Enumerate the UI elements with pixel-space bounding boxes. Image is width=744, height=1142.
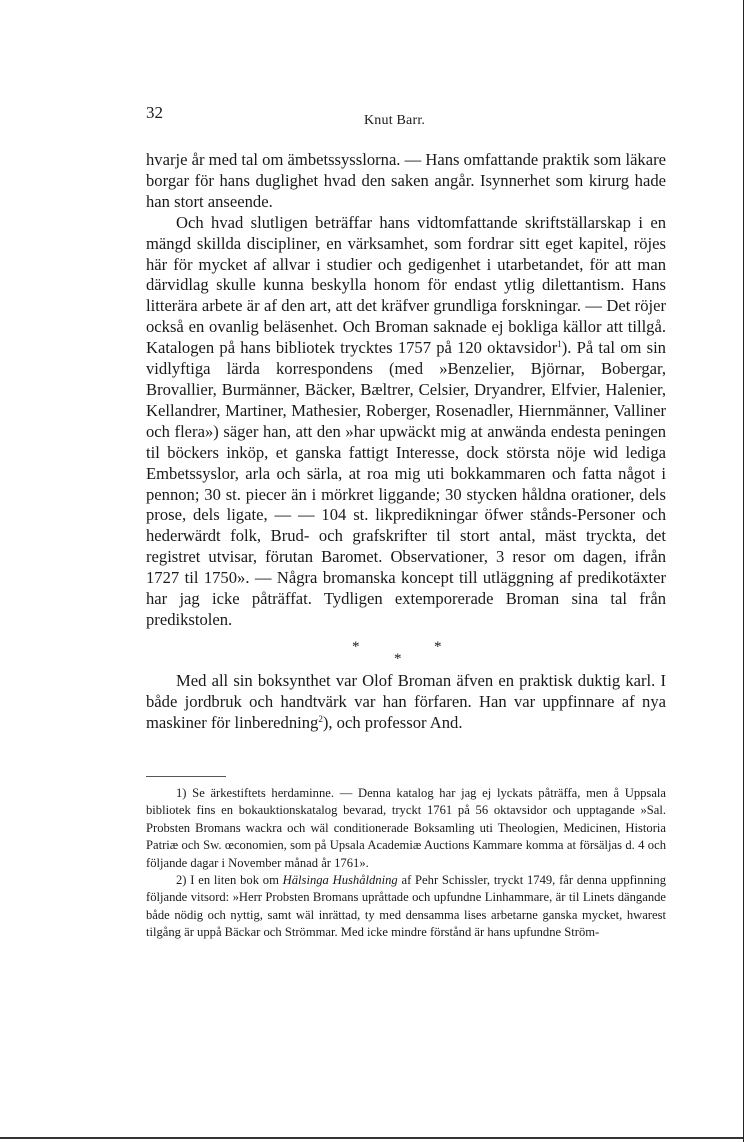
- section-break-asterisks: [146, 635, 666, 667]
- running-head: Knut Barr.: [364, 113, 426, 128]
- paragraph-2: [146, 213, 666, 631]
- paragraph-2-text-b: ). På tal om sin vidlyftiga lärda korrespondens (med »Benzelier, Björnar, Bobergar, Brovallier, Burmänner, Bäcker, Bæltrer, Celsier, Dryandrer, Elfvier, Halenier, Kellandrer, Martiner, Mathesier, Roberger, Rosenadler, Hiernmänner, Valliner och flera») säger han, att den »har upwäckt mig at anwända endesta peningen til böckers inköp, et ganska fattigt Interesse, dock största nöje wid lediga Embetssyslor, arla och särla, at roa mig uti bokkammaren och fatta något i pennon; 30 st. piecer än i mörkret liggande; 30 stycken håldna orationer, dels prose, dels ligate, — — 104 st. likpredikningar öfwer stånds-Personer och hederwärdt folk, Brud- och grafskrifter til stort antal, mäst tryckta, det registret utvisar, förutan Baromet. Observationer, 3 resor om dagen, ifrån 1727 til 1750». — Några bromanska koncept till utläggning af predikotäxter har jag icke påträffat. Tydligen extemporerade Broman sina tal från predikstolen.: [146, 338, 666, 629]
- asterisk: *: [352, 638, 360, 655]
- footnote-2-text-b: af Pehr Schissler, tryckt 1749, får denna uppfinning följande vitsord: »Herr Probsten Bromans upråttade och upfundne Linhammare, är til Linets dängande både nödig och nyttig, samt wäl inrättad, ty med densamma lises arbetarne ganska mycket, hwarest tilgång är uppå Bäckar och Strömmar. Med icke mindre förstånd är hans upfundne Ström-: [146, 873, 666, 940]
- footnote-2: [146, 872, 666, 942]
- footnotes: [146, 785, 666, 942]
- main-text: [146, 150, 666, 734]
- paragraph-3-text-a: Med all sin boksynthet var Olof Broman äfven en praktisk duktig karl. I både jordbruk och handtvärk var han förfaren. Han var uppfinnare af nya maskiner för linberedning: [146, 670, 666, 732]
- page-number: 32: [146, 103, 163, 122]
- paragraph-1: hvarje år med tal om ämbetssysslorna. — Hans omfattande praktik som läkare borgar för hans duglighet hvad den saken angår. Isynnerhet som kirurg hade han stort anseende.: [146, 150, 666, 211]
- paragraph-2-text-a: Och hvad slutligen beträffar hans vidtomfattande skriftställarskap i en mängd skillda discipliner, en värksamhet, som fordrar sitt eget kapitel, röjes här för mycket af allvar i studier och gedigenhet i utarbetandet, för att man därvidlag skulle kunna beskylla honom för endast ytlig dilettantism. Hans litterära arbete är af den art, att det kräfver grundliga forskningar. — Det röjer också en ovanlig beläsenhet. Och Broman saknade ej bokliga källor att tillgå. Katalogen på hans bibliotek trycktes 1757 på 120 oktavsidor: [146, 212, 666, 358]
- paragraph-3: [146, 671, 666, 734]
- footnote-divider: [146, 776, 226, 777]
- footnote-1: 1) Se ärkestiftets herdaminne. — Denna katalog har jag ej lyckats påträffa, men å Uppsala bibliotek fins en bokauktionskatalog bevarad, tryckt 1761 på 56 oktavsidor och upptagande »Sal. Probsten Bromans wackra och wäl conditionerade Boksamling uti Theologien, Medicinen, Historia Patriæ och Sw. œconomien, som på Upsala Academiæ Auctions Kammare komma at försäljas d. 4 och följande dagar i November månad år 1761».: [146, 786, 666, 870]
- asterisk: *: [394, 650, 402, 667]
- asterisk: *: [434, 638, 442, 655]
- page-header: [146, 103, 666, 133]
- page-bottom-edge: [0, 1137, 743, 1139]
- footnote-ref-2: 2: [318, 713, 323, 724]
- footnote-ref-1: 1: [557, 339, 562, 350]
- paragraph-3-text-b: ), och professor And.: [322, 712, 463, 732]
- footnote-2-text-a: 2) I en liten bok om: [176, 873, 283, 888]
- footnote-2-book-title: Hälsinga Hushåldning: [282, 873, 398, 888]
